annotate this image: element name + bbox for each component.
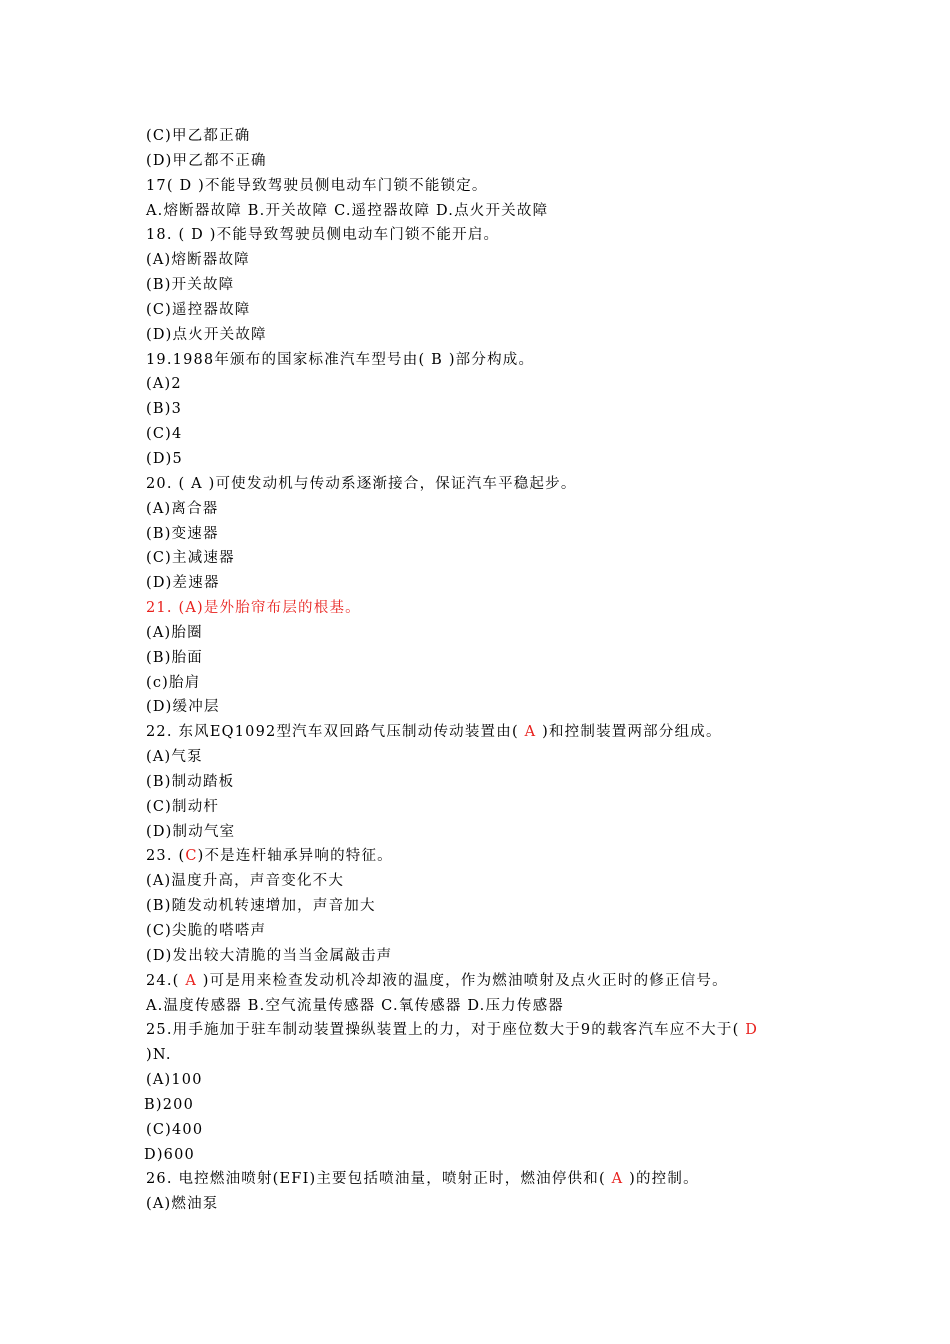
line-text: 20. ( bbox=[146, 475, 186, 492]
line-text: (A)熔断器故障 bbox=[146, 252, 250, 269]
line-text: 18. ( bbox=[146, 227, 186, 244]
line-text: (C)4 bbox=[146, 426, 183, 443]
line-text: 22. 东风EQ1092型汽车双回路气压制动传动装置由( bbox=[146, 724, 519, 741]
line-text: A.温度传感器 B.空气流量传感器 C.氧传感器 D.压力传感器 bbox=[146, 997, 564, 1014]
line-text: D)600 bbox=[144, 1146, 195, 1163]
line-text: (c)胎肩 bbox=[146, 674, 201, 691]
answer-mark: D bbox=[745, 1022, 759, 1039]
text-line bbox=[146, 745, 826, 770]
line-text: (A)离合器 bbox=[146, 500, 219, 517]
text-line bbox=[146, 199, 826, 224]
line-text: (A)燃油泵 bbox=[146, 1196, 219, 1213]
text-line bbox=[146, 770, 826, 795]
text-line bbox=[146, 621, 826, 646]
answer-mark: C bbox=[185, 848, 198, 865]
text-line bbox=[146, 223, 826, 248]
line-text-after: )可使发动机与传动系逐渐接合，保证汽车平稳起步。 bbox=[208, 475, 577, 492]
answer-mark: A bbox=[185, 972, 197, 989]
text-line bbox=[146, 447, 826, 472]
line-text: (A)2 bbox=[146, 376, 182, 393]
text-line bbox=[146, 994, 826, 1019]
text-line bbox=[146, 1167, 826, 1192]
line-text: (B)制动踏板 bbox=[146, 773, 235, 790]
line-text: (D)制动气室 bbox=[146, 823, 236, 840]
line-text-after: )和控制装置两部分组成。 bbox=[542, 724, 722, 741]
line-text-after: )的控制。 bbox=[623, 1171, 699, 1188]
line-text: (A)气泵 bbox=[146, 749, 203, 766]
answer-mark: A bbox=[611, 1171, 624, 1188]
text-line bbox=[146, 1068, 826, 1093]
line-text: (C)甲乙都正确 bbox=[146, 128, 251, 144]
text-line bbox=[146, 397, 826, 422]
text-line bbox=[146, 149, 826, 174]
text-line bbox=[146, 795, 826, 820]
text-line bbox=[146, 596, 826, 621]
text-line bbox=[146, 894, 826, 919]
text-line bbox=[146, 124, 826, 149]
line-text: (C)尖脆的嗒嗒声 bbox=[146, 923, 267, 939]
text-line bbox=[146, 174, 826, 199]
line-text: 25.用手施加于驻车制动装置操纵装置上的力，对于座位数大于9的载客汽车应不大于( bbox=[146, 1022, 746, 1039]
text-line bbox=[146, 869, 826, 894]
text-line bbox=[146, 248, 826, 273]
text-line bbox=[146, 422, 826, 447]
text-line bbox=[146, 472, 826, 497]
answer-mark: A bbox=[185, 475, 209, 492]
line-text: B)200 bbox=[144, 1096, 194, 1113]
line-text: (C)400 bbox=[146, 1121, 204, 1138]
text-line bbox=[146, 695, 826, 720]
line-text: (B)开关故障 bbox=[146, 277, 235, 294]
line-text: 19.1988年颁布的国家标准汽车型号由( bbox=[146, 351, 426, 368]
line-text: (D)点火开关故障 bbox=[146, 326, 267, 343]
line-text: 24.( bbox=[146, 972, 186, 989]
text-line bbox=[146, 497, 826, 522]
text-line bbox=[146, 298, 826, 323]
text-line bbox=[144, 1143, 824, 1168]
answer-mark: D bbox=[185, 227, 210, 244]
text-line bbox=[146, 944, 826, 969]
answer-mark: B bbox=[425, 351, 449, 368]
line-text-after: )部分构成。 bbox=[448, 351, 535, 368]
line-text: (D)5 bbox=[146, 450, 183, 467]
line-text: A.熔断器故障 B.开关故障 C.遥控器故障 D.点火开关故障 bbox=[146, 202, 549, 219]
text-line bbox=[146, 348, 826, 373]
text-line bbox=[146, 1192, 826, 1217]
text-line bbox=[146, 546, 826, 571]
line-text: (D)缓冲层 bbox=[146, 699, 220, 716]
line-text: (A)胎圈 bbox=[146, 624, 203, 641]
line-text: (D)发出较大清脆的当当金属敲击声 bbox=[146, 947, 393, 964]
text-line bbox=[146, 1018, 826, 1043]
line-text: (D)甲乙都不正确 bbox=[146, 152, 267, 169]
text-line bbox=[146, 844, 826, 869]
line-text-after: )不是连杆轴承异响的特征。 bbox=[197, 848, 393, 865]
line-text-after: )可是用来检查发动机冷却液的温度，作为燃油喷射及点火正时的修正信号。 bbox=[197, 972, 728, 989]
line-text: (C)主减速器 bbox=[146, 550, 235, 567]
text-line bbox=[146, 969, 826, 994]
text-line bbox=[146, 646, 826, 671]
text-line bbox=[146, 372, 826, 397]
text-line bbox=[146, 720, 826, 745]
line-text: (D)差速器 bbox=[146, 575, 220, 592]
answer-mark: D bbox=[173, 177, 199, 194]
line-text: (C)制动杆 bbox=[146, 798, 220, 815]
line-text: 17( bbox=[146, 177, 174, 194]
line-text: (A)100 bbox=[146, 1072, 203, 1089]
text-line bbox=[144, 1093, 824, 1118]
answer-mark: A bbox=[518, 724, 543, 741]
text-line bbox=[146, 1043, 826, 1068]
line-text: (A)温度升高，声音变化不大 bbox=[146, 873, 345, 890]
line-text: (C)遥控器故障 bbox=[146, 301, 251, 318]
text-line bbox=[146, 1118, 826, 1143]
text-line bbox=[146, 273, 826, 298]
line-text-after: )不能导致驾驶员侧电动车门锁不能锁定。 bbox=[198, 177, 488, 194]
text-line bbox=[146, 671, 826, 696]
line-text: (B)变速器 bbox=[146, 525, 219, 542]
text-line bbox=[146, 571, 826, 596]
text-line bbox=[146, 919, 826, 944]
line-text: (B)胎面 bbox=[146, 649, 203, 666]
line-text: (B)随发动机转速增加，声音加大 bbox=[146, 898, 376, 915]
line-text: 21. (A)是外胎帘布层的根基。 bbox=[146, 600, 361, 617]
text-line bbox=[146, 522, 826, 547]
line-text-after: )不能导致驾驶员侧电动车门锁不能开启。 bbox=[209, 227, 500, 244]
line-text: 23. ( bbox=[146, 848, 186, 865]
text-line bbox=[146, 820, 826, 845]
line-text: (B)3 bbox=[146, 401, 182, 418]
line-text: )N. bbox=[146, 1047, 172, 1064]
line-text: 26. 电控燃油喷射(EFI)主要包括喷油量，喷射正时，燃油停供和( bbox=[146, 1171, 612, 1188]
text-line bbox=[146, 323, 826, 348]
